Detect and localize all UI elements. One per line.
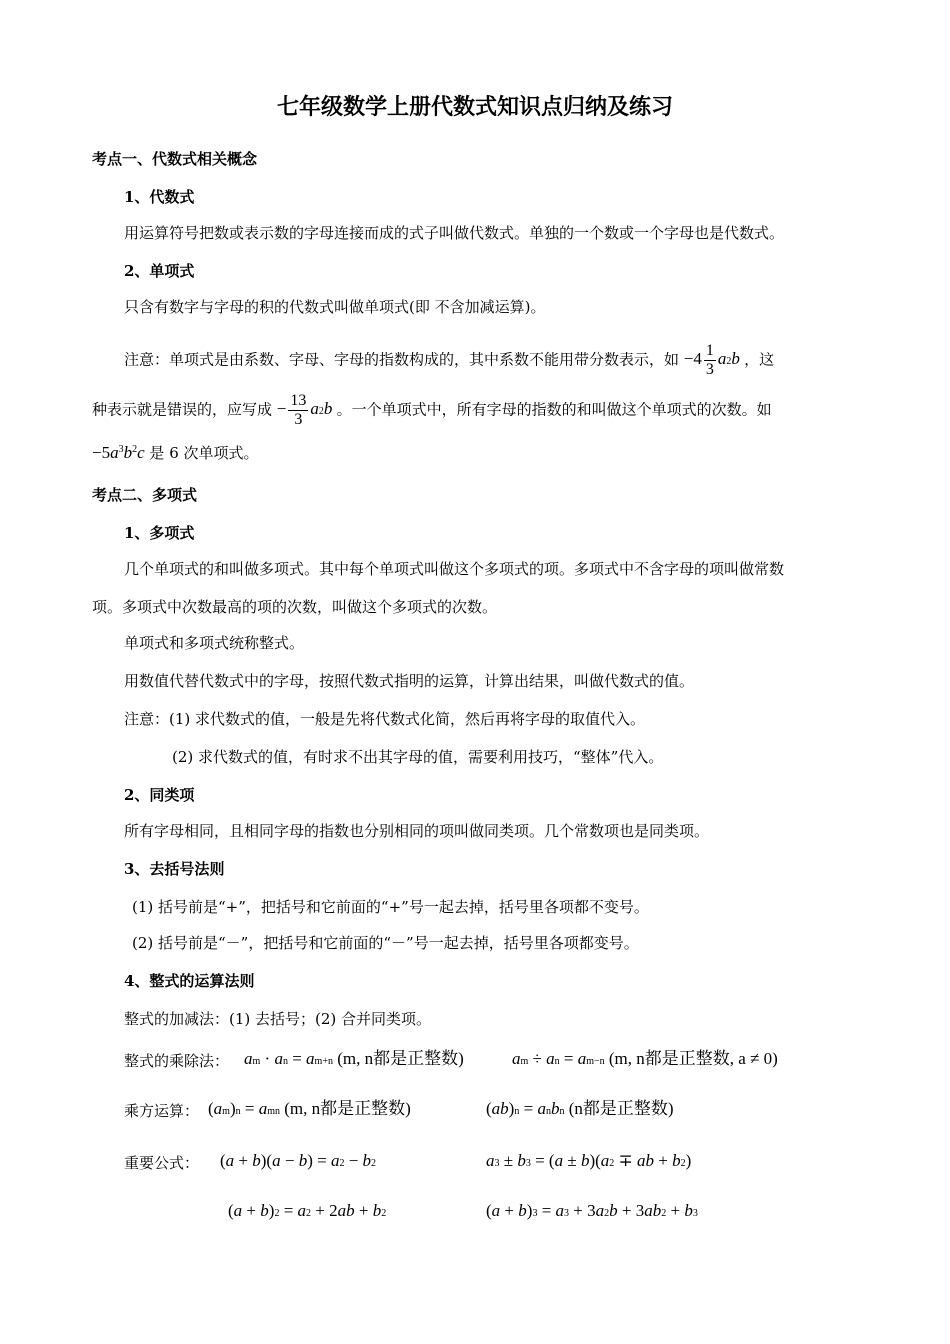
note-b-end: 。一个单项式中，所有字母的指数的和叫做这个单项式的次数。如 [336,400,772,419]
div-condition: (m, n都是正整数, a ≠ 0) [608,1049,778,1068]
mixed-numerator: 1 [705,342,714,359]
like-terms-def: 所有字母相同，且相同字母的指数也分别相同的项叫做同类项。几个常数项也是同类项。 [124,822,710,840]
value-note-2: (2) 求代数式的值，有时求不出其字母的值，需要利用技巧，“整体”代入。 [172,748,664,766]
mixed-whole: −4 [683,349,702,369]
section2-sub3-heading: 3、去括号法则 [124,860,225,878]
integral-expression-def: 单项式和多项式统称整式。 [124,634,305,652]
section1-sub2-text: 只含有数字与字母的积的代数式叫做单项式(即 不含加减运算)。 [124,298,546,316]
bracket-rule-1: (1) 括号前是“+”，把括号和它前面的“+”号一起去掉，括号里各项都不变号。 [132,898,649,916]
value-note-1: 注意：(1) 求代数式的值，一般是先将代数式化简，然后再将字母的取值代入。 [124,710,646,728]
var-a: a [717,349,727,369]
note-line-2 [92,392,772,429]
mul-formula: am · an = am+n (m, n都是正整数) [244,1049,464,1068]
var-c: c [137,443,145,462]
improper-fraction-example [276,392,337,428]
mixed-denominator: 3 [705,361,714,378]
section1-sub1-heading: 1、代数式 [124,188,195,206]
exp-2: 2 [726,356,732,368]
note-c-end: 是 6 次单项式。 [149,444,259,462]
difference-of-squares-formula: (a + b)(a − b) = a2 − b2 [220,1151,377,1170]
mul-div-label: 整式的乘除法： [124,1052,230,1070]
var-a: a [110,443,119,462]
section1-sub2-heading: 2、单项式 [124,262,195,280]
frac-numerator: 13 [290,392,307,409]
poly-def-line1: 几个单项式的和叫做多项式。其中每个单项式叫做这个多项式的项。多项式中不含字母的项叫做常数 [124,560,785,578]
div-formula: am ÷ an = am−n (m, n都是正整数, a ≠ 0) [512,1049,778,1068]
note-line-3 [92,442,259,467]
section2-sub4-heading: 4、整式的运算法则 [124,972,255,990]
degree-example [92,443,145,462]
section2-sub1-heading: 1、多项式 [124,524,195,542]
add-sub-rule: 整式的加减法：(1) 去括号；(2) 合并同类项。 [124,1010,432,1028]
note-a-text: 注意：单项式是由系数、字母、字母的指数构成的，其中系数不能用带分数表示，如 [124,350,680,369]
exp-2: 2 [132,444,138,455]
expression-value-def: 用数值代替代数式中的字母，按照代数式指明的运算，计算出结果，叫做代数式的值。 [124,672,695,690]
var-a: a [310,399,319,419]
cube-of-sum-formula: (a + b)3 = a3 + 3a2b + 3ab2 + b3 [486,1201,698,1220]
sum-diff-of-cubes-formula: a3 ± b3 = (a ± b)(a2 ∓ ab + b2) [486,1151,692,1170]
section1-sub1-text: 用运算符号把数或表示数的字母连接而成的式子叫做代数式。单独的一个数或一个字母也是代数式。 [124,224,785,242]
section2-heading: 考点二、多项式 [92,486,198,504]
exp-2: 2 [318,406,324,418]
square-of-sum-formula: (a + b)2 = a2 + 2ab + b2 [228,1201,387,1220]
product-power-condition: (n都是正整数) [568,1099,674,1118]
power-of-power-formula: (am)n = amn (m, n都是正整数) [208,1099,411,1118]
power-condition: (m, n都是正整数) [284,1099,411,1118]
coef-5: −5 [92,443,111,462]
var-b: b [123,443,133,462]
section2-sub2-heading: 2、同类项 [124,786,195,804]
var-b: b [323,399,333,419]
mixed-number-example [683,342,744,378]
bracket-rule-2: (2) 括号前是“－”，把括号和它前面的“－”号一起去掉，括号里各项都变号。 [132,934,639,952]
exp-3: 3 [118,444,124,455]
power-label: 乘方运算： [124,1102,200,1120]
note-b-start: 种表示就是错误的，应写成 [92,400,273,419]
formula-label: 重要公式： [124,1154,200,1172]
note-line-1 [124,342,774,379]
power-of-product-formula: (ab)n = anbn (n都是正整数) [486,1099,674,1118]
poly-def-line2: 项。多项式中次数最高的项的次数，叫做这个多项式的次数。 [92,598,498,616]
frac-sign: − [276,399,287,419]
var-b: b [731,349,740,369]
section1-heading: 考点一、代数式相关概念 [92,150,258,168]
mixed-fraction [704,342,716,379]
improper-fraction [288,392,308,429]
frac-denominator: 3 [294,411,303,428]
mul-condition: (m, n都是正整数) [337,1049,464,1068]
page-title: 七年级数学上册代数式知识点归纳及练习 [276,94,673,120]
note-a-end: ，这 [744,350,775,369]
